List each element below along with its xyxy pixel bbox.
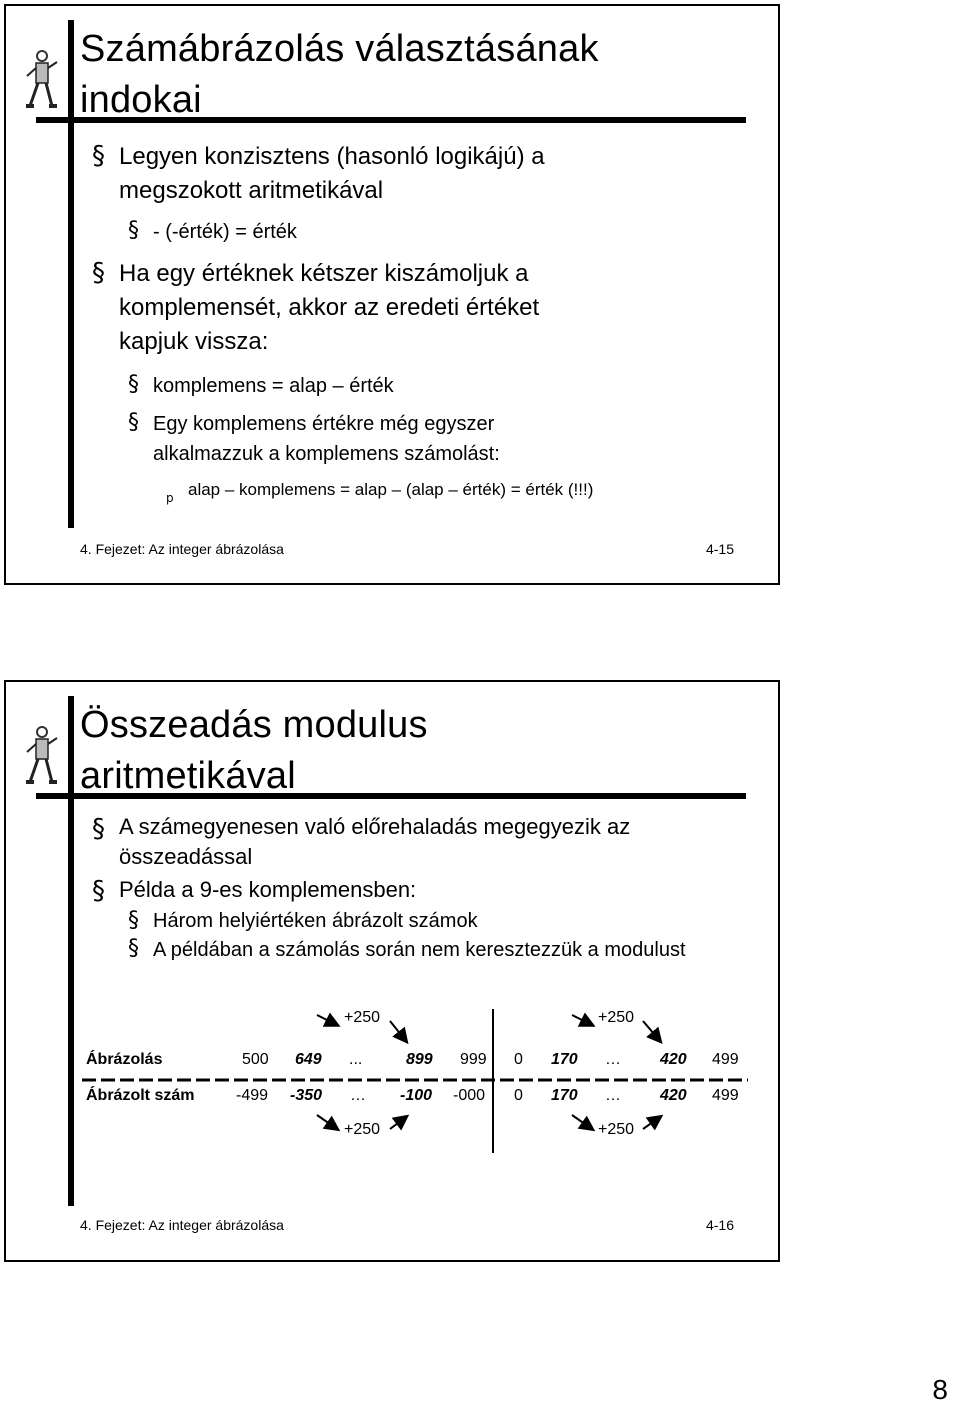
- arrow-bottom-left-out: [390, 1117, 406, 1129]
- bullet-icon: §: [92, 141, 105, 171]
- sub-bullet-icon: §: [128, 218, 139, 243]
- row-value: 0: [514, 1051, 523, 1068]
- sub-bullet-icon: §: [128, 908, 139, 933]
- sub-bullet-text: - (-érték) = érték: [153, 221, 297, 243]
- arrow-bottom-left-in: [317, 1115, 337, 1129]
- page-number: 8: [932, 1374, 948, 1405]
- bullet-text: A számegyenesen való előrehaladás megegyezik az összeadással: [119, 814, 631, 869]
- row-value: 170: [551, 1051, 578, 1068]
- row-value: 499: [712, 1087, 739, 1104]
- slide-footer-chapter: 4. Fejezet: Az integer ábrázolása: [80, 541, 284, 557]
- bullet-icon: §: [92, 258, 105, 288]
- sub-bullet-icon: §: [128, 372, 139, 397]
- sub-bullet-text: komplemens = alap – érték: [153, 375, 394, 397]
- row-value: 649: [295, 1051, 322, 1068]
- slide-title: Számábrázolás választásának indokai: [80, 28, 599, 121]
- row-value: -350: [290, 1087, 323, 1104]
- arrow-top-right-in: [572, 1015, 592, 1025]
- bullet-text: Példa a 9-es komplemensben:: [119, 877, 417, 902]
- running-figure-icon: [24, 724, 60, 788]
- row-value: -000: [453, 1087, 486, 1104]
- running-figure-icon: [24, 48, 60, 112]
- row-value: -100: [400, 1087, 433, 1104]
- row-value: -499: [236, 1087, 269, 1104]
- row-value: …: [605, 1051, 621, 1068]
- arrow-bottom-right-in: [572, 1115, 592, 1129]
- row-value: 899: [406, 1051, 433, 1068]
- sub-bullet-text: Három helyiértéken ábrázolt számok: [153, 910, 478, 932]
- arrow-top-left-out: [390, 1021, 406, 1041]
- sub-sub-bullet-icon: p: [166, 491, 174, 505]
- arrow-label: +250: [344, 1009, 381, 1026]
- sub-bullet-text: A példában a számolás során nem keresztezzük a modulust: [153, 939, 686, 961]
- sub-bullet-icon: §: [128, 410, 139, 435]
- row-label: Ábrázolás: [86, 1051, 163, 1068]
- slide-footer-chapter: 4. Fejezet: Az integer ábrázolása: [80, 1217, 284, 1233]
- bullet-icon: §: [92, 876, 105, 906]
- slide-4-16: [4, 680, 780, 1262]
- slide-title: Összeadás modulus aritmetikával: [80, 704, 428, 797]
- row-value: …: [350, 1087, 366, 1104]
- arrow-top-left-in: [317, 1015, 337, 1025]
- slide-vertical-rule: [68, 696, 74, 1206]
- sub-sub-bullet-text: alap – komplemens = alap – (alap – érték) = érték (!!!): [188, 480, 594, 499]
- row-value: 170: [551, 1087, 578, 1104]
- row-value: 999: [460, 1051, 487, 1068]
- sub-bullet-text: Egy komplemens értékre még egyszer alkalmazzuk a komplemens számolást:: [153, 413, 500, 465]
- arrow-label: +250: [598, 1121, 635, 1138]
- number-line-diagram: [80, 1005, 750, 1165]
- slide-footer-number: 4-15: [705, 541, 734, 557]
- sub-bullet-icon: §: [128, 936, 139, 961]
- row-value: 500: [242, 1051, 269, 1068]
- slide-vertical-rule: [68, 20, 74, 528]
- row-value: 0: [514, 1087, 523, 1104]
- row-value: 420: [660, 1087, 687, 1104]
- row-value: …: [605, 1087, 621, 1104]
- row-label: Ábrázolt szám: [86, 1087, 195, 1104]
- row-value: 499: [712, 1051, 739, 1068]
- row-value: 420: [660, 1051, 687, 1068]
- slide-footer-number: 4-16: [705, 1217, 734, 1233]
- diagram-lines: [80, 1005, 750, 1165]
- arrow-top-right-out: [643, 1021, 660, 1041]
- arrow-bottom-right-out: [643, 1117, 660, 1129]
- row-value: ...: [349, 1051, 363, 1068]
- arrow-label: +250: [598, 1009, 635, 1026]
- bullet-text: Ha egy értéknek kétszer kiszámoljuk a komplemensét, akkor az eredeti értéket kapjuk vissza:: [119, 260, 540, 355]
- slide-4-15: [4, 4, 780, 585]
- arrow-label: +250: [344, 1121, 381, 1138]
- bullet-icon: §: [92, 814, 105, 844]
- bullet-text: Legyen konzisztens (hasonló logikájú) a megszokott aritmetikával: [119, 143, 545, 204]
